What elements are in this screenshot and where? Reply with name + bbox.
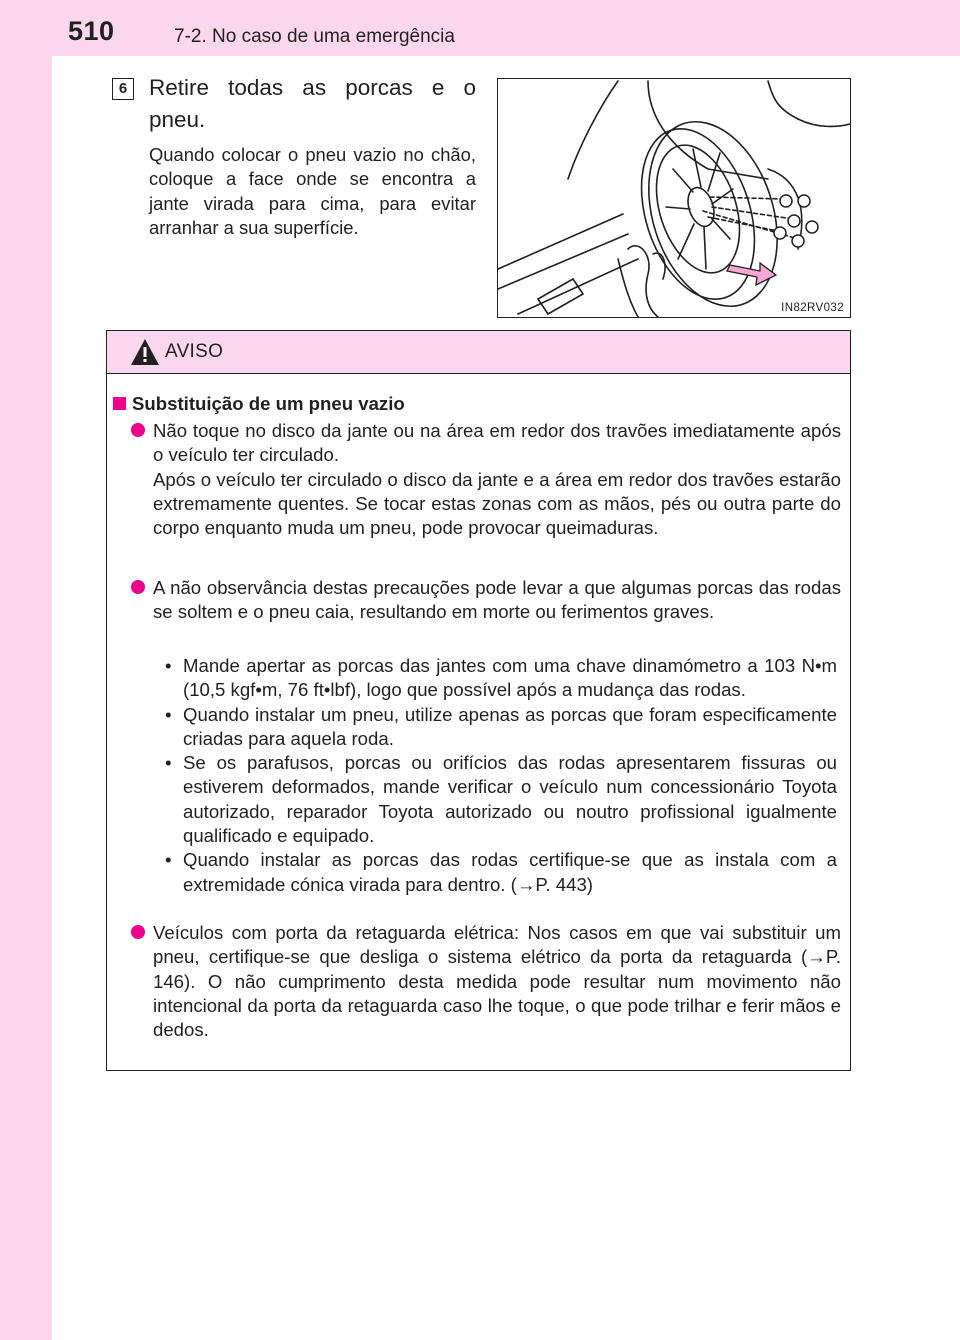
page-number: 510	[68, 16, 115, 46]
warning-item-2-text: A não observância destas precauções pode levar a que algumas porcas das rodas se soltem e o pneu caia, resultando em morte ou ferimentos graves.	[153, 577, 841, 623]
wheel-drawing	[498, 79, 850, 317]
bullet-symbol: •	[165, 655, 172, 676]
warning-subheading-text: Substituição de um pneu vazio	[132, 393, 405, 414]
warning-sub-item-text: Quando instalar um pneu, utilize apenas as porcas que foram especificamente criadas para aquela roda.	[183, 703, 837, 749]
bullet-symbol: •	[165, 703, 172, 725]
warning-item-1-line1: Não toque no disco da jante ou na área em redor dos travões imediatamente após o veículo ter circulado.	[153, 420, 841, 466]
step-heading: Retire todas as porcas e o pneu.	[149, 75, 476, 132]
step-body: Quando colocar o pneu vazio no chão, coloque a face onde se encontra a jante virada para cima, para evitar arranhar a sua superfície.	[149, 144, 476, 238]
warning-triangle-icon	[129, 337, 161, 367]
section-title: 7-2. No caso de uma emergência	[174, 26, 455, 47]
square-bullet-icon	[113, 397, 126, 410]
warning-sub-item-text: Quando instalar as porcas das rodas certifique-se que as instala com a extremidade cónica virada para dentro. (→P. 443)	[183, 849, 837, 895]
warning-sub-item	[165, 848, 837, 897]
warning-sub-list	[165, 654, 837, 897]
step-number: 6	[112, 78, 134, 100]
warning-item-1	[115, 419, 841, 540]
bullet-symbol: •	[165, 849, 172, 871]
warning-subheading	[113, 393, 405, 415]
figure-code: IN82RV032	[781, 302, 844, 314]
warning-header	[107, 331, 850, 374]
warning-sub-item	[165, 751, 837, 848]
bullet-symbol: •	[165, 752, 172, 774]
warning-sub-item	[165, 703, 837, 752]
warning-sub-item-text: Se os parafusos, porcas ou orifícios das rodas apresentarem fissuras ou estiverem deformados, mande verificar o veículo num concessionário Toyota autorizado, reparador Toyota autorizado ou noutro profissional igualmente qualificado e equipado.	[183, 752, 837, 847]
warning-sub-item	[165, 654, 837, 703]
page-margin-strip	[0, 0, 52, 1340]
warning-title: AVISO	[165, 341, 224, 362]
warning-box	[106, 330, 851, 1071]
warning-item-1-line2: Após o veículo ter circulado o disco da jante e a área em redor dos travões estarão extremamente quentes. Se tocar estas zonas com as mãos, pés ou outra parte do corpo enquanto muda um pneu, pode provocar queimaduras.	[153, 468, 841, 539]
warning-item-3-text: Veículos com porta da retaguarda elétrica: Nos casos em que vai substituir um pneu, certifique-se que desliga o sistema elétrico da porta da retaguarda (→P. 146). O não cumprimento desta medida pode resultar num movimento não intencional da porta da retaguarda caso lhe toque, o que pode trilhar e ferir mãos e dedos.	[153, 922, 841, 1041]
tire-removal-illustration	[497, 78, 851, 318]
pink-dot-bullet-icon	[131, 423, 145, 437]
warning-item-2	[115, 576, 841, 625]
pink-dot-bullet-icon	[131, 580, 145, 594]
pink-dot-bullet-icon	[131, 925, 145, 939]
warning-item-3	[115, 921, 841, 1042]
warning-sub-item-text: Mande apertar as porcas das jantes com uma chave dinamómetro a 103 N•m (10,5 kgf•m, 76 ft•lbf), logo que possível após a mudança das rodas.	[183, 655, 837, 701]
